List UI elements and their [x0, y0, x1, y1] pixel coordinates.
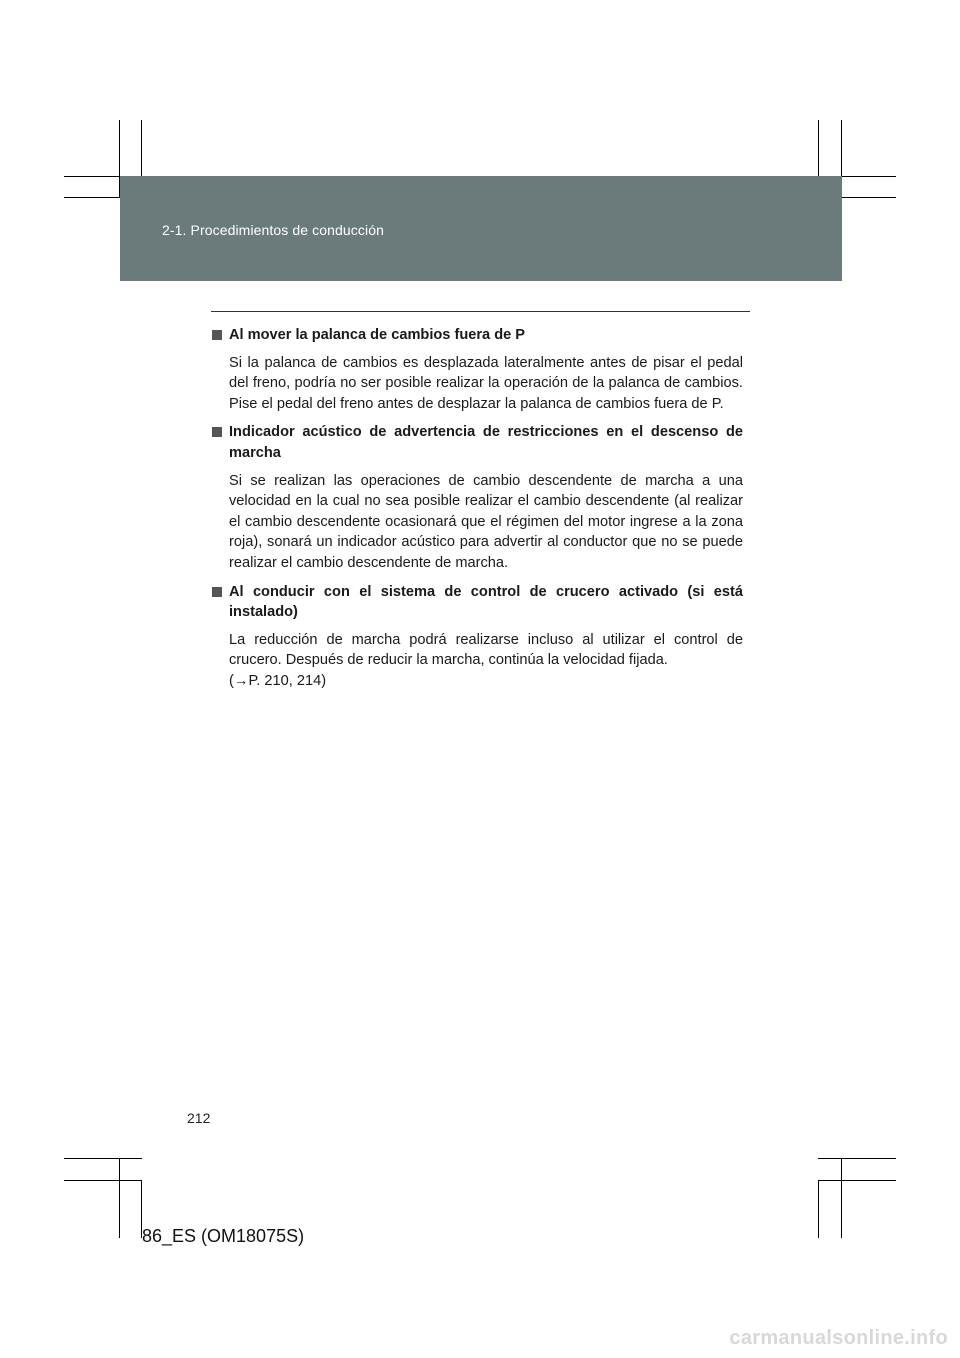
crop-mark — [841, 1158, 842, 1238]
square-bullet-icon — [212, 587, 222, 597]
crop-mark — [119, 1158, 120, 1238]
watermark: carmanualsonline.info — [729, 1327, 948, 1349]
page-content — [212, 325, 743, 700]
section-title: 2-1. Procedimientos de conducción — [162, 222, 384, 238]
section-shift-out-of-p — [212, 325, 743, 414]
divider-rule — [211, 311, 750, 312]
crop-mark — [64, 1158, 142, 1159]
crop-mark — [818, 1180, 819, 1238]
section-body: Si se realizan las operaciones de cambio descendente de marcha a una velocidad en la cual no sea posible realizar el cambio descendente (al realizar el cambio descendente ocasionará que el régimen del motor ingrese a la zona roja), sonará un indicador acústico para advertir al conductor que no se puede realizar el cambio descendente de marcha. — [229, 472, 743, 571]
square-bullet-icon — [212, 330, 222, 340]
section-body: Si la palanca de cambios es desplazada lateralmente antes de pisar el pedal del freno, podría no ser posible realizar la operación de la palanca de cambios. Pise el pedal del freno antes de desplazar la palanca de cambios fuera de P. — [229, 354, 743, 412]
crop-mark — [818, 1180, 896, 1181]
section-heading — [212, 325, 743, 346]
section-cruise-control — [212, 582, 743, 692]
crop-mark — [818, 1158, 896, 1159]
section-body: La reducción de marcha podrá realizarse incluso al utilizar el control de crucero. Después de reducir la marcha, continúa la velocidad fijada. — [229, 631, 743, 669]
section-heading-text: Al conducir con el sistema de control de crucero activado (si está instalado) — [229, 583, 743, 621]
section-downshift-buzzer — [212, 422, 743, 573]
document-code: 86_ES (OM18075S) — [142, 1226, 305, 1246]
page-number: 212 — [187, 1110, 211, 1126]
square-bullet-icon — [212, 427, 222, 437]
section-heading — [212, 582, 743, 623]
section-heading-text: Indicador acústico de advertencia de restricciones en el descenso de marcha — [229, 424, 743, 461]
crop-mark — [64, 1180, 142, 1181]
section-heading-text: Al mover la palanca de cambios fuera de P — [229, 327, 526, 343]
page-reference: (→P. 210, 214) — [229, 672, 327, 689]
section-header-band — [120, 176, 842, 281]
section-heading — [212, 422, 743, 463]
